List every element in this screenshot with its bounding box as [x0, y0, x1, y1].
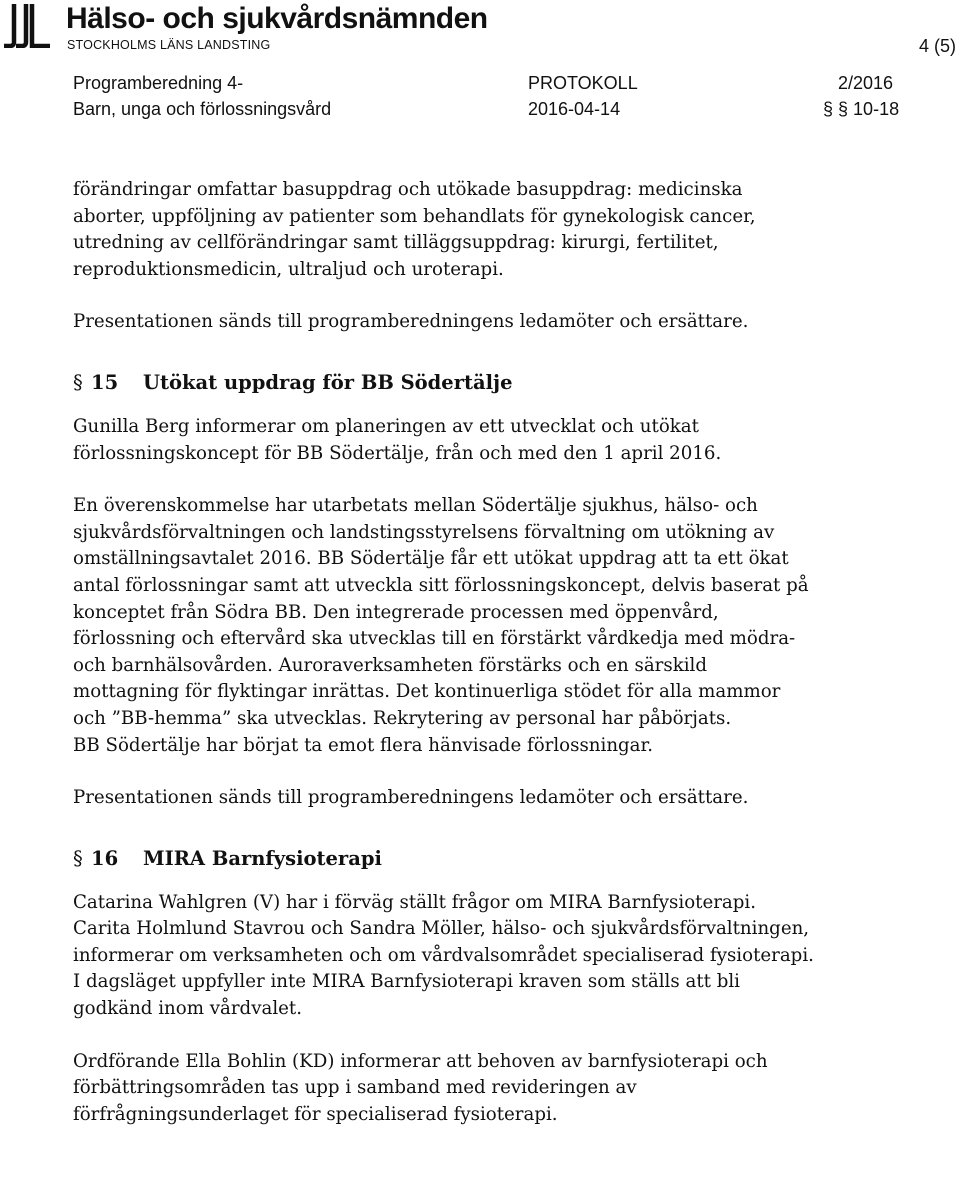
committee-name: Programberedning 4- [73, 73, 244, 93]
section-16-heading [73, 846, 933, 876]
paragraph-sign: § [73, 846, 83, 870]
section-number: 15 [91, 370, 119, 394]
organization-subtitle: STOCKHOLMS LÄNS LANDSTING [67, 38, 271, 52]
text-line: konceptet från Södra BB. Den integrerade processen med öppenvård, [73, 601, 719, 623]
paragraph-range [823, 98, 899, 120]
document-type: PROTOKOLL [528, 73, 638, 93]
text-line: Gunilla Berg informerar om planeringen av ett utvecklat och utökat [73, 415, 699, 437]
paragraph-marks: § § [823, 99, 849, 119]
text-line: BB Södertälje har börjat ta emot flera hänvisade förlossningar. [73, 734, 654, 756]
paragraph-sign: § [73, 370, 83, 394]
text-line: aborter, uppföljning av patienter som behandlats för gynekologisk cancer, [73, 205, 756, 227]
meeting-date: 2016-04-14 [528, 99, 621, 119]
text-line: förändringar omfattar basuppdrag och utökade basuppdrag: medicinska [73, 179, 743, 200]
section-15-closing: Presentationen sänds till programberedningens ledamöter och ersättare. [73, 787, 749, 809]
text-line: godkänd inom vårdvalet. [73, 998, 302, 1020]
page-number: 4 (5) [918, 36, 956, 56]
text-line: mottagning för flyktingar inrättas. Det kontinuerliga stödet för alla mammor [73, 681, 781, 703]
text-line: och ”BB-hemma” ska utvecklas. Rekrytering av personal har påbörjats. [73, 707, 732, 729]
committee-subtitle: Barn, unga och förlossningsvård [73, 99, 332, 119]
text-line: utredning av cellförändringar samt tilläggsuppdrag: kirurgi, fertilitet, [73, 232, 719, 254]
text-line: Carita Holmlund Stavrou och Sandra Möller, hälso- och sjukvårdsförvaltningen, [73, 918, 810, 940]
text-line: antal förlossningar samt att utveckla sitt förlossningskoncept, delvis baserat på [73, 574, 809, 596]
text-line: förlossning och eftervård ska utvecklas till en förstärkt vårdkedja med mödra- [73, 628, 796, 650]
text-line: reproduktionsmedicin, ultraljud och uroterapi. [73, 258, 504, 280]
section-16-paragraph-1 [73, 890, 933, 1023]
intro-paragraph [73, 177, 933, 283]
text-line: I dagsläget uppfyller inte MIRA Barnfysioterapi kraven som ställs att bli [73, 971, 740, 993]
text-line: och barnhälsovården. Auroraverksamheten förstärks och en särskild [73, 654, 708, 676]
section-title: MIRA Barnfysioterapi [143, 846, 382, 870]
text-line: En överenskommelse har utarbetats mellan Södertälje sjukhus, hälso- och [73, 495, 758, 517]
section-15-paragraph-2 [73, 493, 933, 759]
intro-closing: Presentationen sänds till programberedningens ledamöter och ersättare. [73, 311, 749, 333]
text-line: förbättringsområden tas upp i samband med revideringen av [73, 1077, 637, 1099]
minutes-body [73, 177, 933, 1128]
organization-name: Hälso- och sjukvårdsnämnden [66, 2, 488, 35]
sll-logo [2, 2, 52, 48]
section-15-heading [73, 370, 933, 400]
text-line: förfrågningsunderlaget för specialiserad fysioterapi. [73, 1103, 558, 1125]
text-line: omställningsavtalet 2016. BB Södertälje får ett utökat uppdrag att ta ett ökat [73, 548, 789, 570]
paragraph-range-value: 10-18 [853, 99, 900, 119]
text-line: informerar om verksamheten och om vårdvalsområdet specialiserad fysioterapi. [73, 944, 814, 966]
section-title: Utökat uppdrag för BB Södertälje [143, 370, 513, 394]
section-number: 16 [91, 846, 119, 870]
text-line: förlossningskoncept för BB Södertälje, från och med den 1 april 2016. [73, 442, 722, 464]
text-line: Ordförande Ella Bohlin (KD) informerar att behoven av barnfysioterapi och [73, 1050, 768, 1072]
section-15-paragraph-1 [73, 414, 933, 467]
section-16-paragraph-2 [73, 1049, 933, 1129]
text-line: Catarina Wahlgren (V) har i förväg ställt frågor om MIRA Barnfysioterapi. [73, 891, 757, 913]
text-line: sjukvårdsförvaltningen och landstingsstyrelsens förvaltning om utökning av [73, 521, 775, 543]
document-number: 2/2016 [838, 73, 894, 93]
